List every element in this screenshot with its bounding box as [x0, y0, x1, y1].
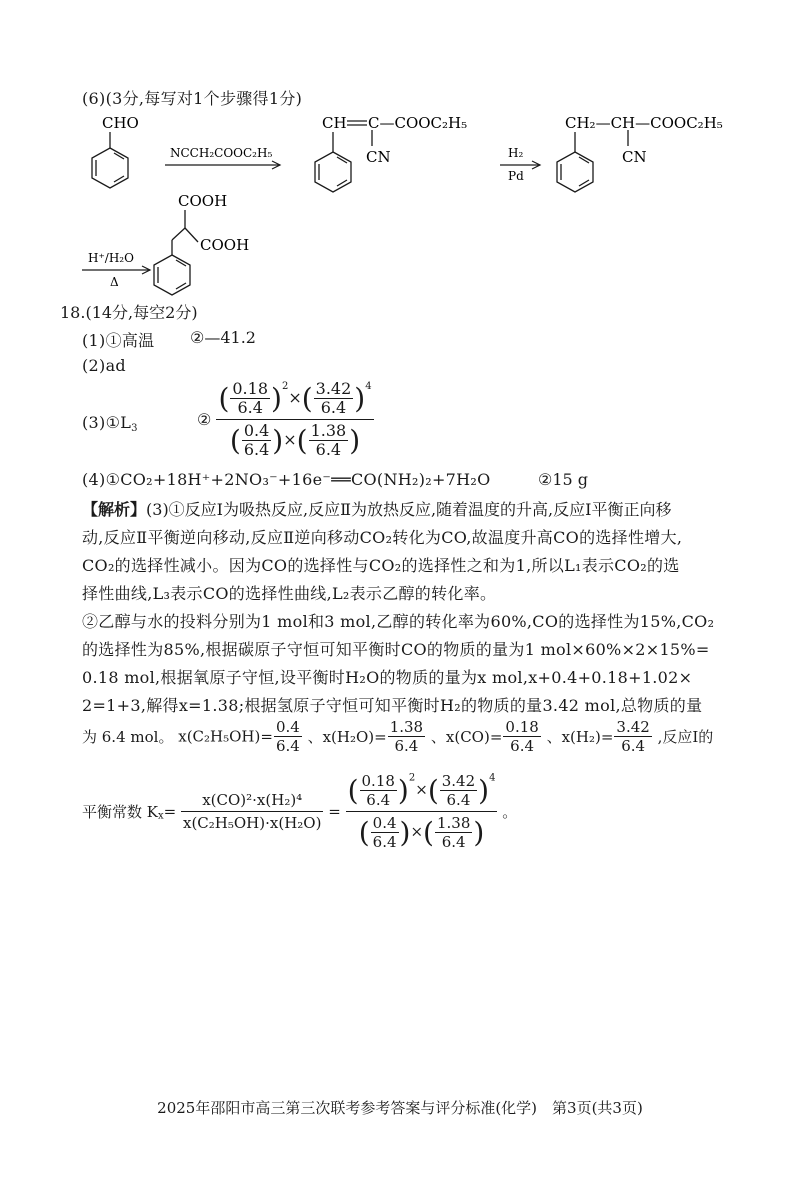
p3-cooh-bottom: COOH [200, 236, 250, 254]
reagent-ncch2cooc2h5: NCCH₂COOC₂H₅ [170, 146, 273, 160]
q18-answer-3-1: $(3)①L_3$ [82, 413, 138, 434]
analysis-line-8: 2=1+3,解得x=1.38;根据氢原子守恒可知平衡时H₂的物质的量3.42 mol,总物质的量 [82, 696, 703, 715]
q17-6-header: (6)(3分,每写对1个步骤得1分) [82, 89, 303, 108]
start-cho: CHO [102, 114, 139, 132]
analysis-line-3: CO₂的选择性减小。因为CO的选择性与CO₂的选择性之和为1,所以L₁表示CO₂的选 [82, 556, 680, 575]
synthesis-scheme [0, 110, 800, 310]
analysis-line-5: ②乙醇与水的投料分别为1 mol和3 mol,乙醇的转化率为60%,CO的选择性为15%,CO₂ [82, 612, 715, 631]
analysis-line-7: 0.18 mol,根据氧原子守恒,设平衡时H₂O的物质的量为x mol,x+0.4+0.18+1.02× [82, 668, 693, 687]
analysis-line-1: 【解析】(3)①反应Ⅰ为吸热反应,反应Ⅱ为放热反应,随着温度的升高,反应Ⅰ平衡正向移 [82, 500, 672, 519]
reagent-pd: Pd [508, 169, 524, 183]
q18-answer-3-2-formula: ② ( $\frac{0.18}{6.4}$ )$^2$×( $\frac{3.42}{6.4}$ )$^4$ ( $\frac{0.4}{6.4}$ )×( $\frac{1.38}{6.4}$ ) [197, 379, 372, 459]
product2-structure [557, 130, 628, 192]
reagent-h-h2o: H⁺/H₂O [88, 251, 134, 265]
q18-answer-2: (2)ad [82, 356, 126, 375]
p3-cooh-top: COOH [178, 192, 228, 210]
p1-ch: CH [322, 114, 347, 132]
mole-fraction-line: 为 6.4 mol。 x(C₂H₅OH)= $\frac{0.4}{6.4}$ 、x(H₂O)= $\frac{1.38}{6.4}$ 、x(CO)= $\frac{0.18}{6.4}$ 、x(H₂)= $\frac{3.42}{6.4}$ ,反应Ⅰ的 [82, 718, 714, 755]
analysis-line-2: 动,反应Ⅱ平衡逆向移动,反应Ⅱ逆向移动CO₂转化为CO,故温度升高CO的选择性增大, [82, 528, 683, 547]
q18-answer-4-2: ②15 g [538, 470, 589, 489]
equilibrium-constant: 平衡常数 $K_x=$ $\frac{\text{x(CO)²·x(H₂)⁴}}{\text{x(C₂H₅OH)·x(H₂O)}}$ = ( $\frac{0.18}{6.4}$ )$^2$×( $\frac{3.42}{6.4}$ )$^4$ ( $\frac{0.4}{6.4}$ )×( $\frac{1.38}{6.4}$ ) 。 [82, 772, 518, 851]
analysis-line-6: 的选择性为85%,根据碳原子守恒可知平衡时CO的物质的量为1 mol×60%×2×15%= [82, 640, 710, 659]
p2-cn: CN [622, 148, 647, 166]
page-footer: 2025年邵阳市高三第三次联考参考答案与评分标准(化学) 第3页(共3页) [157, 1099, 643, 1117]
product3-structure [154, 210, 198, 295]
benzaldehyde-structure [92, 132, 128, 188]
analysis-line-4: 择性曲线,L₃表示CO的选择性曲线,L₂表示乙醇的转化率。 [82, 584, 497, 603]
q18-answer-1-2: ②—41.2 [190, 328, 256, 347]
reagent-delta: Δ [110, 275, 119, 289]
p1-cn: CN [366, 148, 391, 166]
q18-answer-4-1: (4)①CO₂+18H⁺+2NO₃⁻+16e⁻══CO(NH₂)₂+7H₂O [82, 470, 491, 489]
p2-chain: CH₂—CH—COOC₂H₅ [565, 114, 723, 132]
p1-c-cooc2h5: C—COOC₂H₅ [368, 114, 468, 132]
reagent-h2: H₂ [508, 146, 524, 160]
q18-header: 18.(14分,每空2分) [60, 303, 198, 322]
q18-answer-1-1: (1)①高温 [82, 331, 155, 350]
